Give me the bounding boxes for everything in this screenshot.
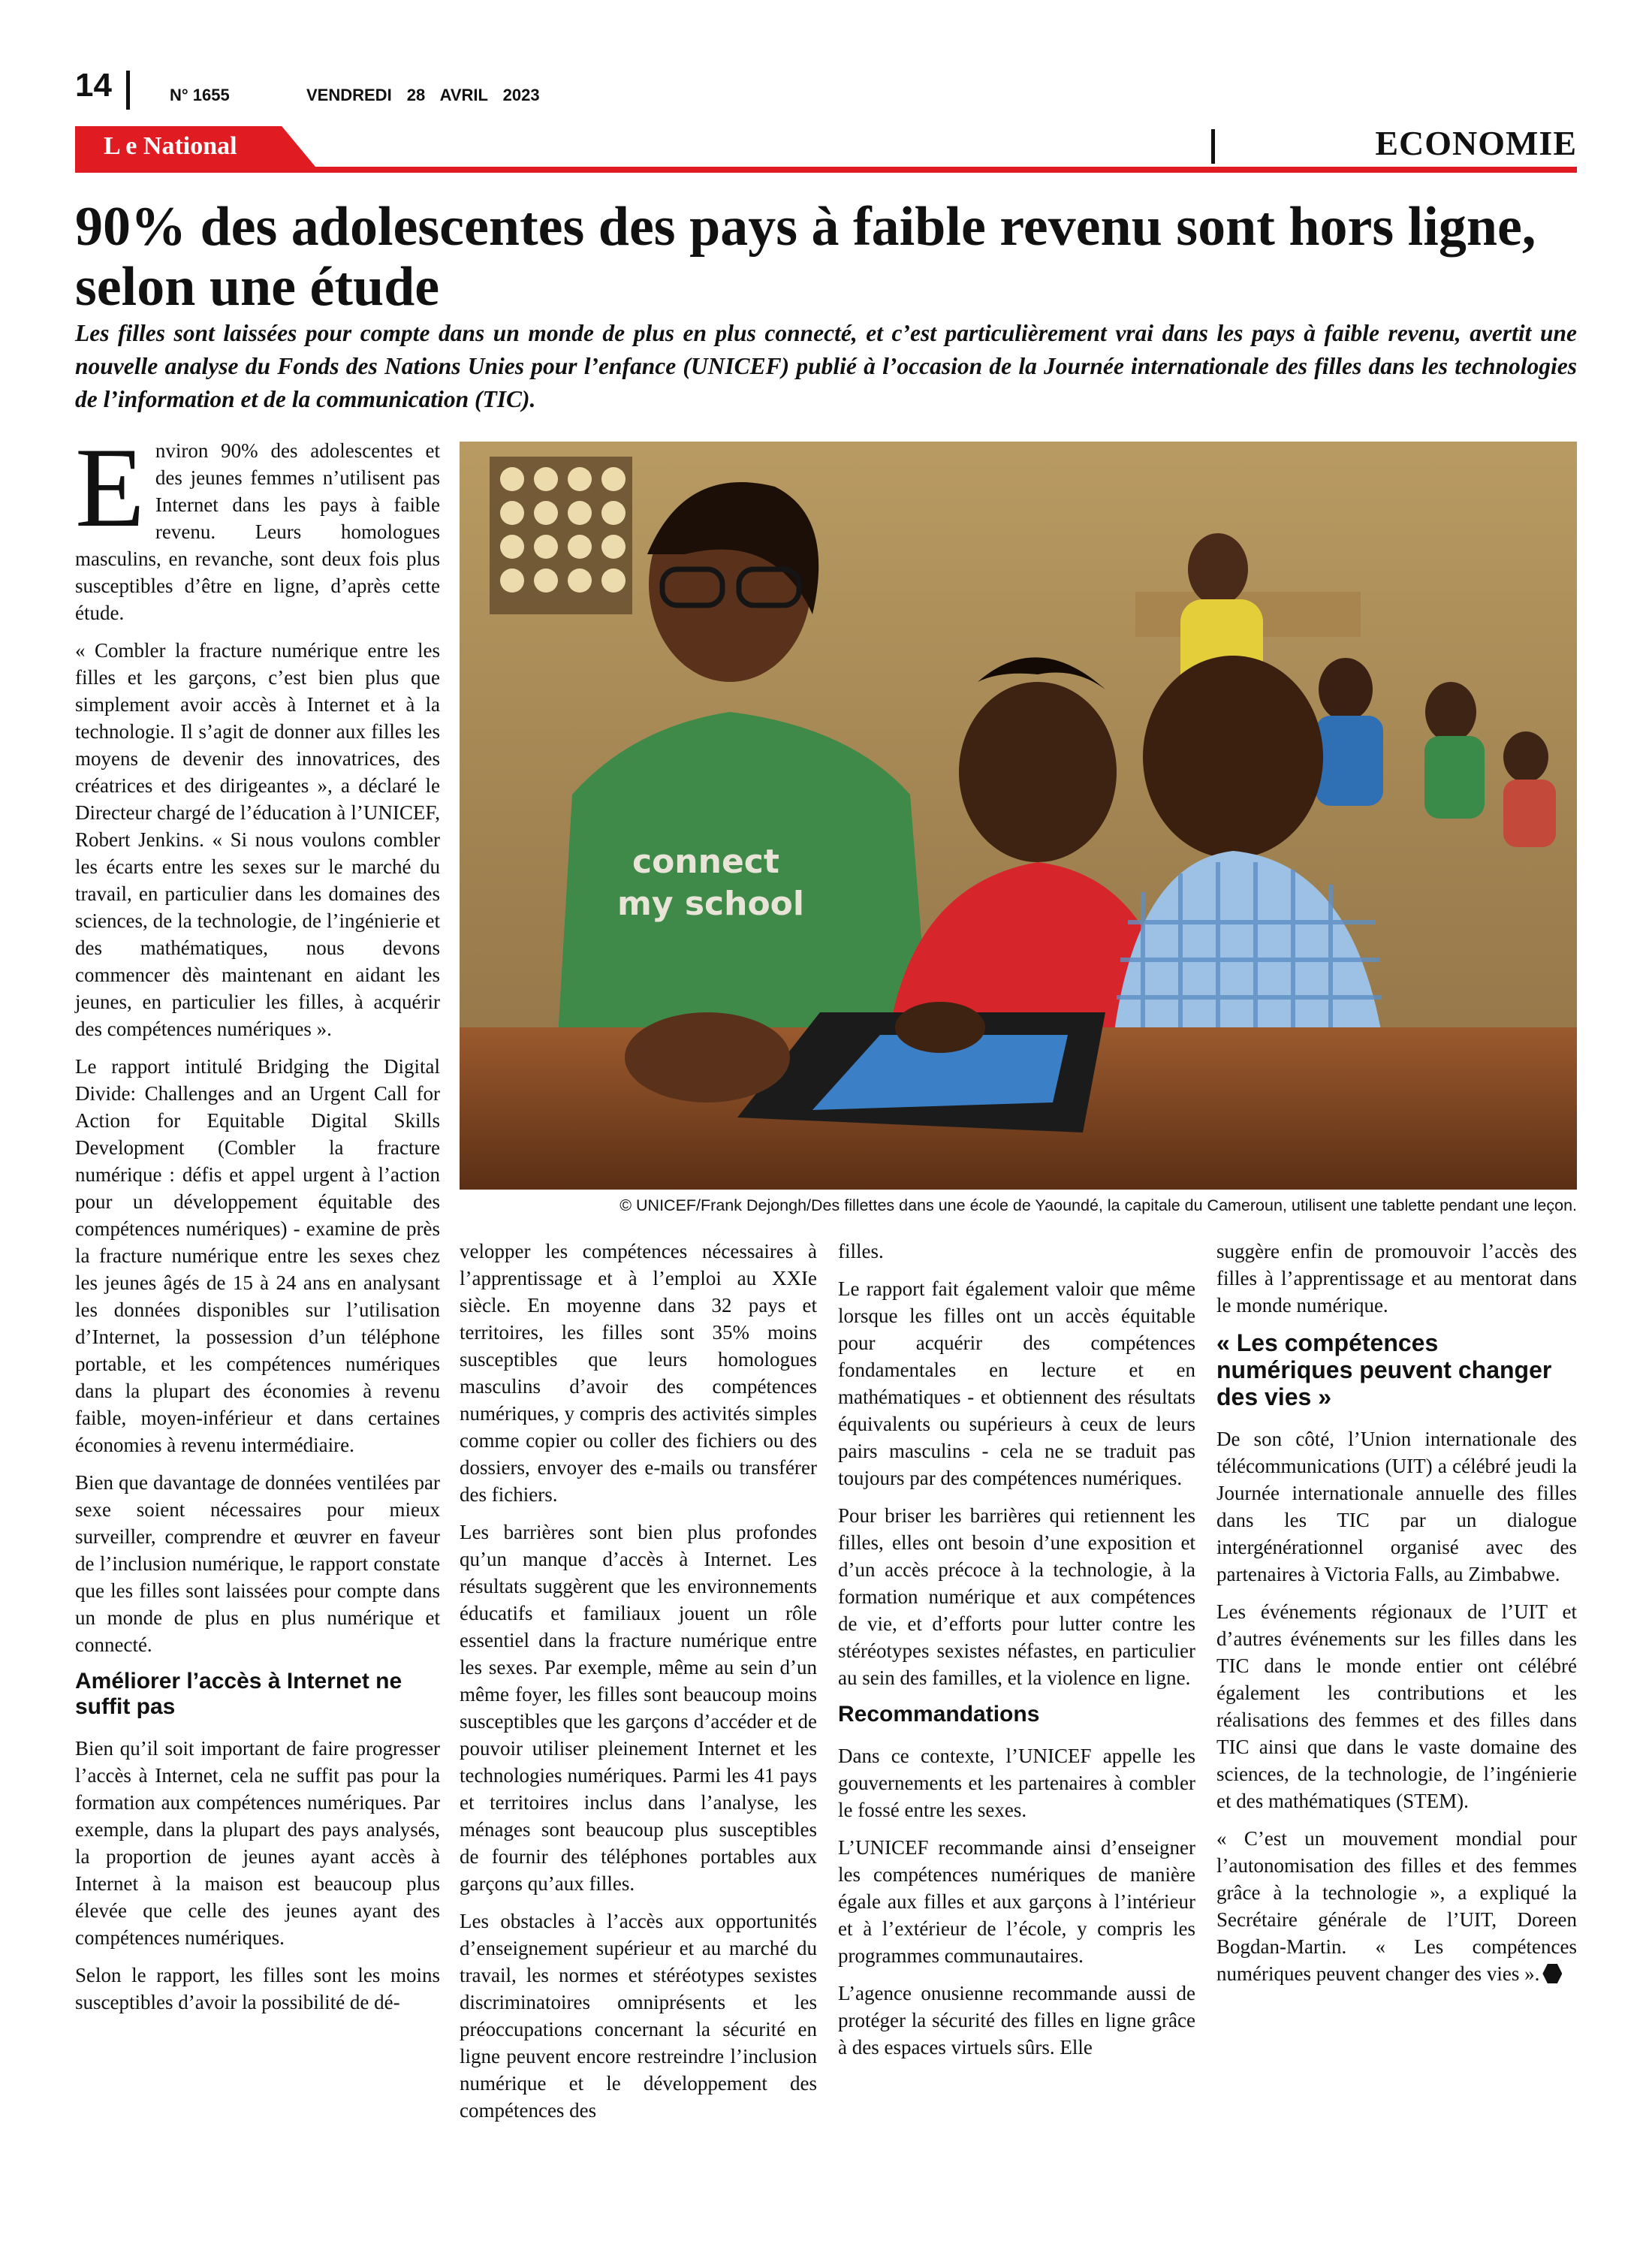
- section-title: ECONOMIE: [1375, 124, 1577, 162]
- paragraph-text: nviron 90% des adolescentes et des jeunes femmes n’utilisent pas Internet dans les pays à faible revenu. Leurs homologues masculins, en revanche, sont deux fois plus susceptibles d’être en ligne, d’après cette étude.: [75, 439, 440, 624]
- paragraph-text: « C’est un mouvement mondial pour l’autonomisation des filles et des femmes grâce à la technologie », a expliqué la Secrétaire générale de l’UIT, Doreen Bogdan-Martin. « Les compétences numériques peuvent changer des vies ».: [1216, 1827, 1577, 1985]
- subheading: Améliorer l’accès à Internet ne suffit pas: [75, 1669, 402, 1719]
- subheading: Recommandations: [838, 1702, 1040, 1727]
- shirt-text-school: my school: [617, 885, 804, 923]
- paragraph: [1216, 1825, 1577, 1987]
- paragraph: L’UNICEF recommande ainsi d’enseigner les compétences numériques de manière égale aux filles et aux garçons à l’intérieur et à l’extérieur de l’école, y compris les programmes communautaires.: [838, 1836, 1195, 1967]
- drop-cap: E: [75, 424, 145, 550]
- page-number-divider: [126, 71, 130, 110]
- photo-credit: © UNICEF/Frank Dejongh/Des fillettes dans une école de Yaoundé, la capitale du Cameroun, utilisent une tablette pendant une leçon.: [620, 1196, 1577, 1214]
- page-number: 14: [75, 67, 112, 104]
- paragraph: Les événements régionaux de l’UIT et d’autres événements sur les filles dans les TIC dans le monde entier ont célébré également les contributions et les réalisations des femmes et des filles dans TIC ainsi que dans le vaste domaine des sciences, de la technologie, de l’ingénierie et des mathématiques (STEM).: [1216, 1600, 1577, 1812]
- paragraph: « Combler la fracture numérique entre les filles et les garçons, c’est bien plus que simplement avoir accès à Internet et à la technologie. Il s’agit de donner aux filles les moyens de devenir des innovatrices, des créatrices et des dirigeantes », a déclaré le Directeur chargé de l’éducation à l’UNICEF, Robert Jenkins. « Si nous voulons combler les écarts entre les sexes sur le marché du travail, en particulier dans les domaines des sciences, de la technologie, de l’ingénierie et des mathématiques, nous devons commencer dès maintenant en aidant les jeunes, en particulier les filles, à acquérir des compétences numériques ».: [75, 639, 440, 1040]
- paragraph: L’agence onusienne recommande aussi de protéger la sécurité des filles en ligne grâce à des espaces virtuels sûrs. Elle: [838, 1982, 1195, 2058]
- paragraph: Bien qu’il soit important de faire progresser l’accès à Internet, cela ne suffit pas pour la formation aux compétences numériques. Par exemple, dans la plupart des pays analysés, la proportion de jeunes ayant accès à Internet à la maison est beaucoup plus élevée que celle des jeunes ayant des compétences numériques.: [75, 1737, 440, 1949]
- column-1: [75, 424, 440, 2026]
- column-3: [838, 1238, 1195, 2071]
- paragraph: Le rapport fait également valoir que même lorsque les filles ont un accès équitable pour acquérir des compétences fondamentales en lecture et en mathématiques - et obtiennent des résultats équivalents ou supérieurs à ceux de leurs pairs masculins - cela ne se traduit pas toujours par des compétences numériques.: [838, 1277, 1195, 1489]
- paragraph: Les barrières sont bien plus profondes qu’un manque d’accès à Internet. Les résultats suggèrent que les environnements éducatifs et familiaux jouent un rôle essentiel dans la fracture numérique entre les sexes. Par exemple, même au sein d’un même foyer, les filles sont beaucoup moins susceptibles que les garçons d’accéder et de pouvoir utiliser pleinement Internet et les technologies numériques. Parmi les 41 pays et territoires inclus dans l’analyse, les ménages sont beaucoup plus susceptibles de fournir des téléphones portables aux garçons qu’aux filles.: [460, 1521, 817, 1895]
- paragraph: [75, 424, 440, 626]
- paragraph: Selon le rapport, les filles sont les moins susceptibles d’avoir la possibilité de dé-: [75, 1964, 440, 2013]
- article-photo: [460, 442, 1577, 1190]
- section-divider: [1211, 129, 1215, 164]
- classroom-illustration: [460, 442, 1577, 1190]
- paragraph: Le rapport intitulé Bridging the Digital Divide: Challenges and an Urgent Call for Action for Equitable Digital Skills Development (Combler la fracture numérique : défis et appel urgent à l’action pour un développement équitable des compétences numériques) - examine de près la fracture numérique entre les sexes chez les jeunes âgés de 15 à 24 ans en analysant les données disponibles sur l’utilisation d’Internet, la possession d’un téléphone portable, et les compétences numériques dans la plupart des économies à revenu faible, moyen-inférieur et dans certaines économies à revenu intermédiaire.: [75, 1055, 440, 1456]
- column-4: [1216, 1238, 1577, 1998]
- paragraph: Dans ce contexte, l’UNICEF appelle les gouvernements et les partenaires à combler le fossé entre les sexes.: [838, 1745, 1195, 1821]
- header-rule: [75, 167, 1577, 173]
- subheading: « Les compétences numériques peuvent changer des vies »: [1216, 1329, 1552, 1410]
- brand-name: L e National: [104, 132, 237, 160]
- paragraph: suggère enfin de promouvoir l’accès des filles à l’apprentissage et au mentorat dans le monde numérique.: [1216, 1240, 1577, 1317]
- paragraph: Pour briser les barrières qui retiennent les filles, elles ont besoin d’une exposition et d’un accès précoce à la technologie, à la formation numérique et aux compétences de vie, et d’efforts pour lutter contre les stéréotypes sexistes néfastes, en particulier au sein des familles, et la violence en ligne.: [838, 1504, 1195, 1689]
- column-2: [460, 1238, 817, 2134]
- article-headline: 90% des adolescentes des pays à faible revenu sont hors ligne, selon une étude: [75, 196, 1536, 318]
- paragraph: Les obstacles à l’accès aux opportunités d’enseignement supérieur et au marché du travail, les normes et stéréotypes sexistes discriminatoires omniprésents et les préoccupations concernant la sécurité en ligne peuvent encore restreindre l’inclusion numérique et le développement des compétences des: [460, 1910, 817, 2122]
- paragraph: filles.: [838, 1240, 884, 1262]
- end-of-article-icon: [1542, 1964, 1562, 1983]
- issue-date: VENDREDI 28 AVRIL 2023: [306, 86, 540, 104]
- shirt-text-connect: connect: [632, 843, 779, 881]
- paragraph: De son côté, l’Union internationale des télécommunications (UIT) a célébré jeudi la Journée internationale annuelle des filles dans les TIC par un dialogue intergénérationnel organisé avec des partenaires à Victoria Falls, au Zimbabwe.: [1216, 1428, 1577, 1585]
- paragraph: velopper les compétences nécessaires à l’apprentissage et à l’emploi au XXIe siècle. En moyenne dans 32 pays et territoires, les filles sont 35% moins susceptibles que leurs homologues masculins d’avoir des compétences numériques, y compris des activités simples comme copier ou coller des fichiers ou des dossiers, envoyer des e-mails ou transférer des fichiers.: [460, 1240, 817, 1506]
- issue-number: N° 1655: [170, 86, 230, 104]
- article-lede: Les filles sont laissées pour compte dans un monde de plus en plus connecté, et c’est particulièrement vrai dans les pays à faible revenu, avertit une nouvelle analyse du Fonds des Nations Unies pour l’enfance (UNICEF) publié à l’occasion de la Journée internationale des filles dans les technologies de l’information et de la communication (TIC).: [75, 320, 1577, 412]
- paragraph: Bien que davantage de données ventilées par sexe soient nécessaires pour mieux surveiller, comprendre et œuvrer en faveur de l’inclusion numérique, le rapport constate que les filles sont laissées pour compte dans un monde de plus en plus numérique et connecté.: [75, 1471, 440, 1656]
